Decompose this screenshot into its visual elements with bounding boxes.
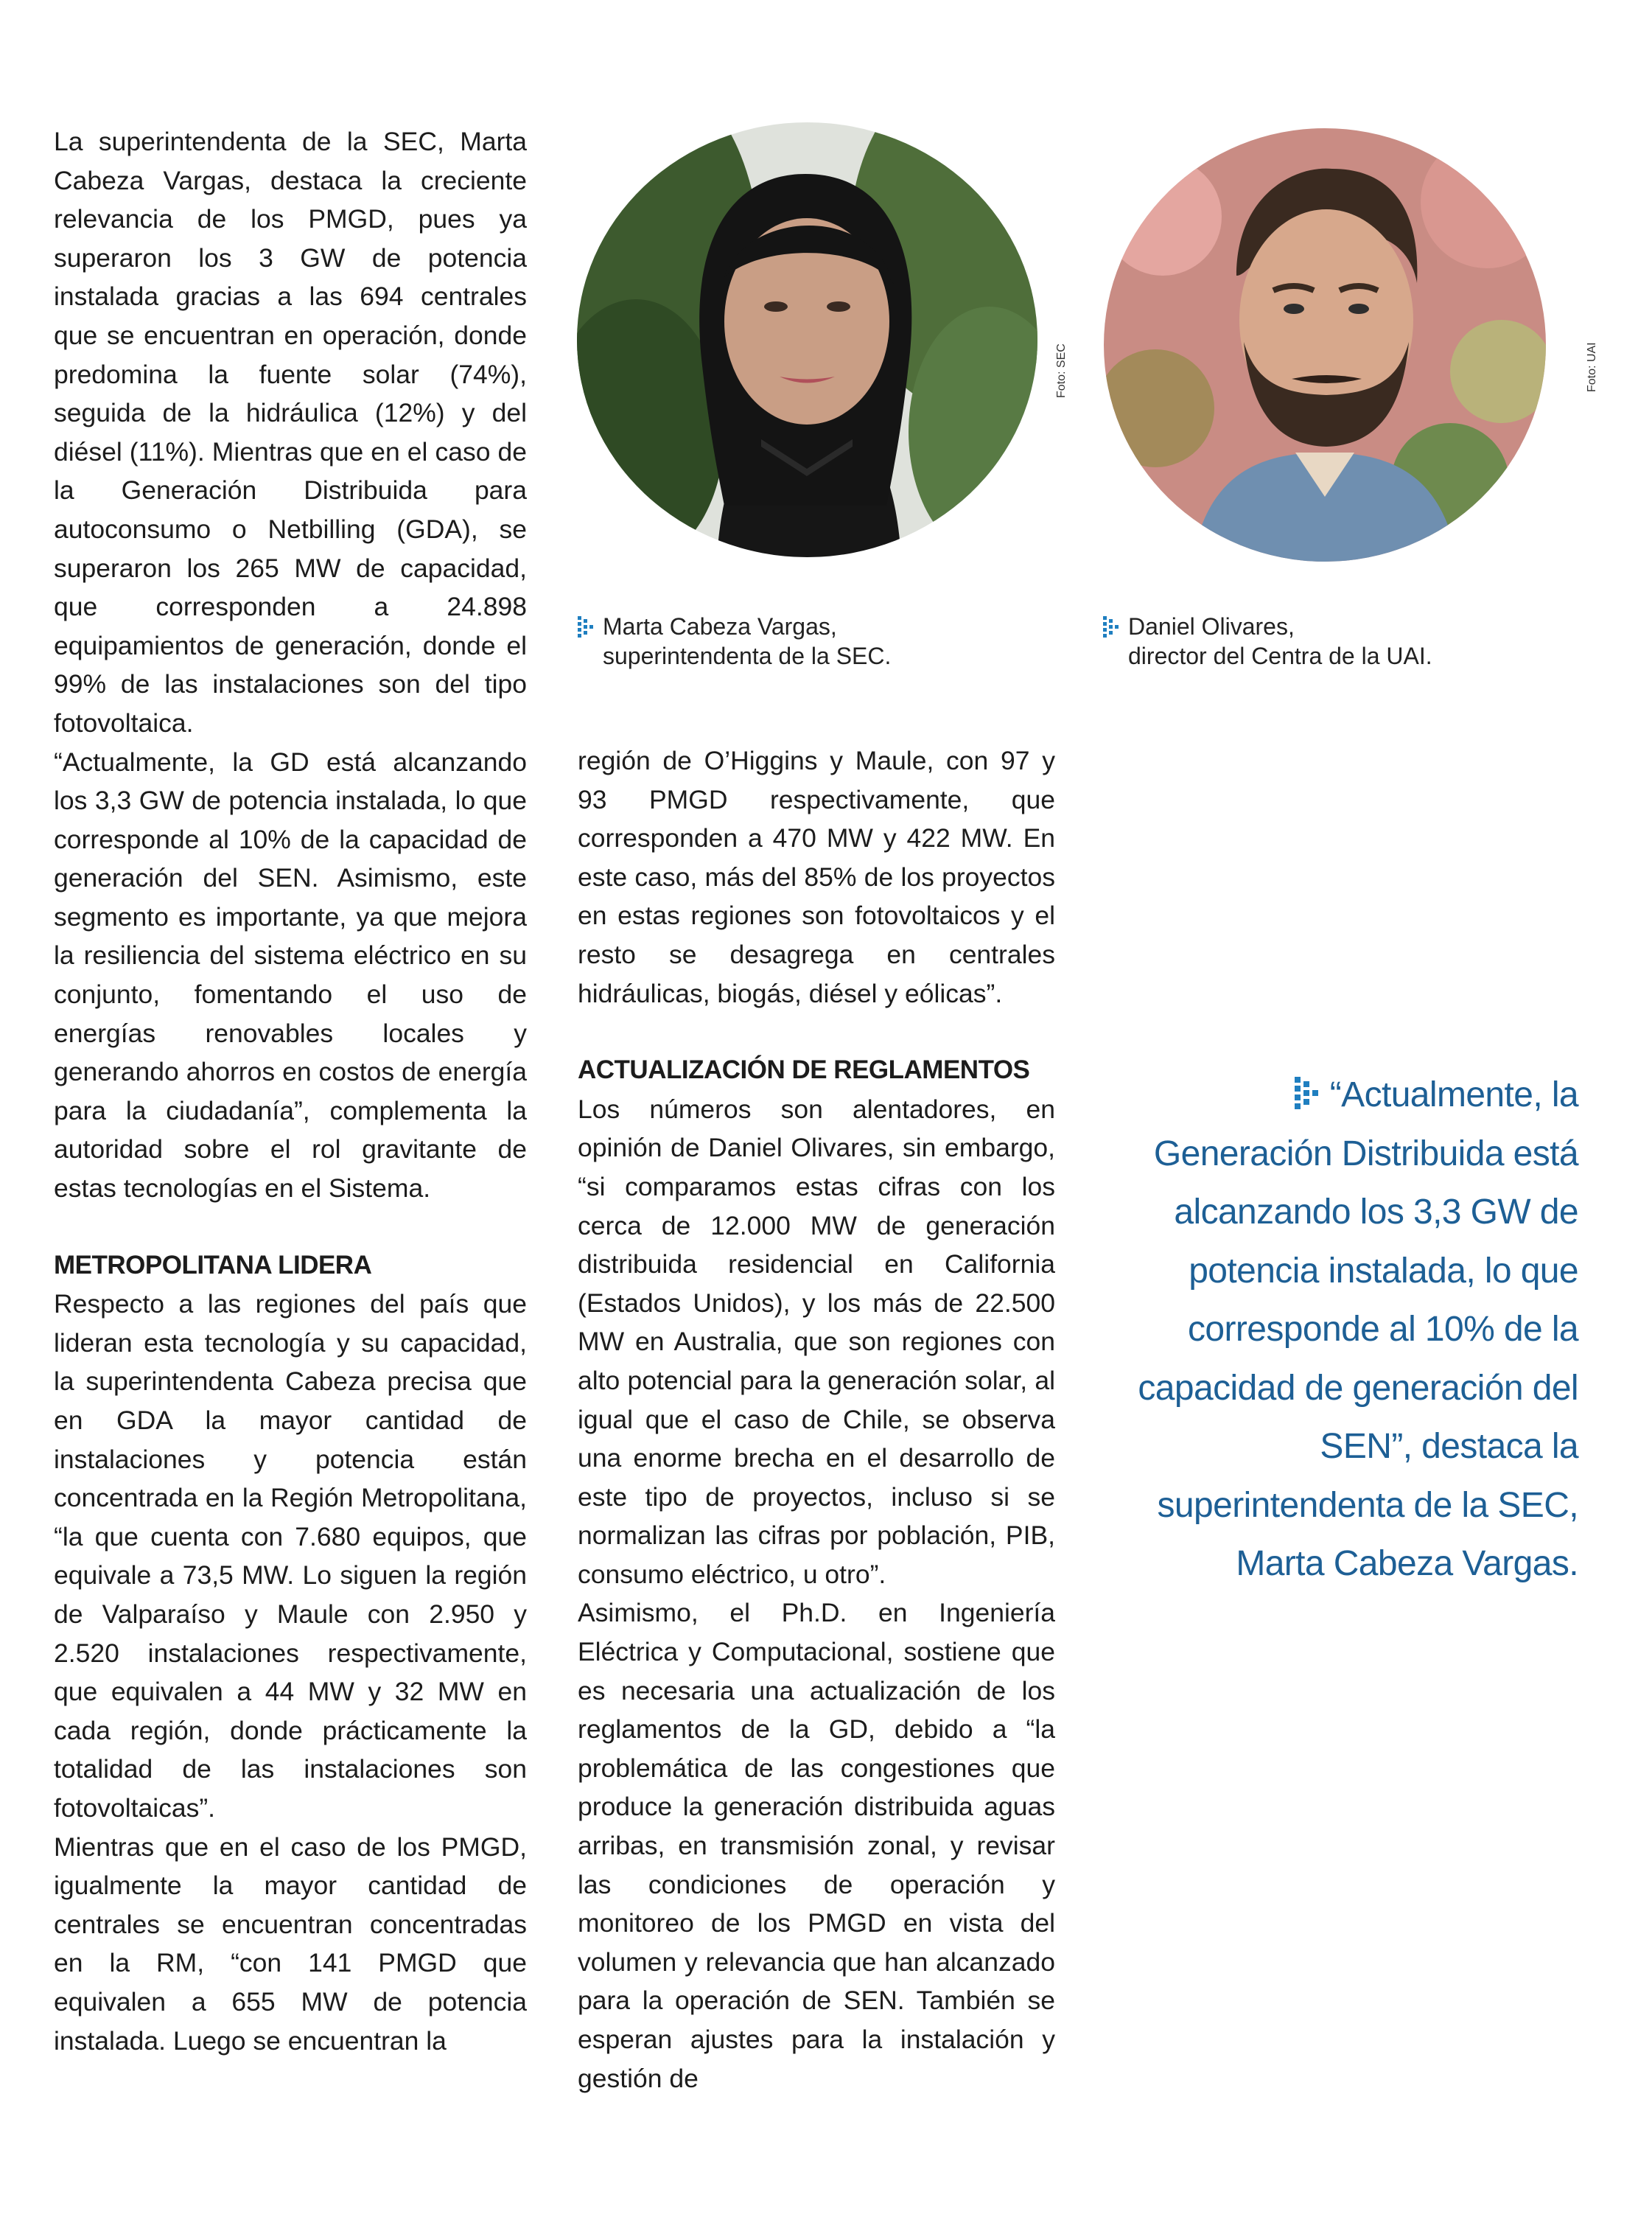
caption-daniel xyxy=(1103,612,1432,671)
dot-arrow-icon xyxy=(1295,1077,1323,1109)
paragraph-reglamentos: Asimismo, el Ph.D. en Ingeniería Eléctrica y Computacional, sostiene que es necesaria una actualización de los reglamentos de la GD, debido a “la problemática de las congestiones que produce la generación distribuida aguas arribas, en transmisión zonal, y revisar las condiciones de operación y monitoreo de los PMGD en vista del volumen y relevancia que han alcanzado para la operación de SEN. También se esperan ajustes para la instalación y gestión de xyxy=(578,1598,1055,2093)
pull-quote-text: “Actualmente, la Generación Distribuida está alcanzando los 3,3 GW de potencia instalada, lo que corresponde al 10% de la capacidad de generación del SEN”, destaca la superintendenta de la SEC, Marta Cabeza Vargas. xyxy=(1138,1075,1578,1583)
caption-marta xyxy=(578,612,891,671)
dot-arrow-icon xyxy=(578,616,597,637)
caption-marta-name: Marta Cabeza Vargas, xyxy=(603,613,837,640)
paragraph-regions: Respecto a las regiones del país que lideran esta tecnología y su capacidad, la superintendenta Cabeza precisa que en GDA la mayor cantidad de instalaciones y potencia están concentrada en la Región Metropolitana, “la que cuenta con 7.680 equipos, que equivale a 73,5 MW. Lo siguen la región de Valparaíso y Maule con 2.950 y 2.520 instalaciones respectivamente, que equivalen a 44 MW y 32 MW en cada región, donde prácticamente la totalidad de las instalaciones son fotovoltaicas”. xyxy=(54,1289,527,1823)
section-heading-metropolitana: METROPOLITANA LIDERA xyxy=(54,1250,372,1279)
caption-marta-role: superintendenta de la SEC. xyxy=(603,643,892,669)
paragraph-intro: La superintendenta de la SEC, Marta Cabeza Vargas, destaca la creciente relevancia de los PMGD, pues ya superaron los 3 GW de potencia instalada gracias a las 694 centrales que se encuentran en operación, donde predomina la fuente solar (74%), seguida de la hidráulica (12%) y del diésel (11%). Mientras que en el caso de la Generación Distribuida para autoconsumo o Netbilling (GDA), se superaron los 265 MW de capacidad, que corresponden a 24.898 equipamientos de generación, donde el 99% de las instalaciones son del tipo fotovoltaica. xyxy=(54,127,527,738)
caption-daniel-name: Daniel Olivares, xyxy=(1128,613,1295,640)
photo-marta-cabeza xyxy=(577,122,1037,557)
paragraph-pmgd: Mientras que en el caso de los PMGD, igualmente la mayor cantidad de centrales se encuentran concentradas en la RM, “con 141 PMGD que equivalen a 655 MW de potencia instalada. Luego se encuentran la xyxy=(54,1832,527,2056)
paragraph-olivares: Los números son alentadores, en opinión de Daniel Olivares, sin embargo, “si comparamos estas cifras con los cerca de 12.000 MW de generación distribuida residencial en California (Estados Unidos), y los más de 22.500 MW en Australia, que son regiones con alto potencial para la generación solar, al igual que el caso de Chile, se observa una enorme brecha en el desarrollo de este tipo de proyectos, incluso si se normalizan las cifras por población, PIB, consumo eléctrico, u otro”. xyxy=(578,1094,1055,1589)
photo-credit-uai: Foto: UAI xyxy=(1586,342,1598,392)
paragraph-regions-continued: región de O’Higgins y Maule, con 97 y 93 PMGD respectivamente, que corresponden a 470 MW y 422 MW. En este caso, más del 85% de los proyectos en estas regiones son fotovoltaicos y el resto se desagrega en centrales hidráulicas, biogás, diésel y eólicas”. xyxy=(578,746,1055,1008)
photo-daniel-olivares xyxy=(1104,128,1546,562)
caption-daniel-role: director del Centra de la UAI. xyxy=(1128,643,1432,669)
article-column-2 xyxy=(578,741,1055,2098)
section-heading-reglamentos: ACTUALIZACIÓN DE REGLAMENTOS xyxy=(578,1055,1030,1085)
paragraph-quote-gd: “Actualmente, la GD está alcanzando los 3,3 GW de potencia instalada, lo que corresponde al 10% de la capacidad de generación del SEN. Asimismo, este segmento es importante, ya que mejora la resiliencia del sistema eléctrico en su conjunto, fomentando el uso de energías renovables locales y generando ahorros en costos de energía para la ciudadanía”, complementa la autoridad sobre el rol gravitante de estas tecnologías en el Sistema. xyxy=(54,747,527,1204)
pull-quote xyxy=(1120,1066,1578,1593)
dot-arrow-icon xyxy=(1103,616,1122,637)
article-column-1 xyxy=(54,122,527,2060)
photo-credit-sec: Foto: SEC xyxy=(1055,343,1068,398)
